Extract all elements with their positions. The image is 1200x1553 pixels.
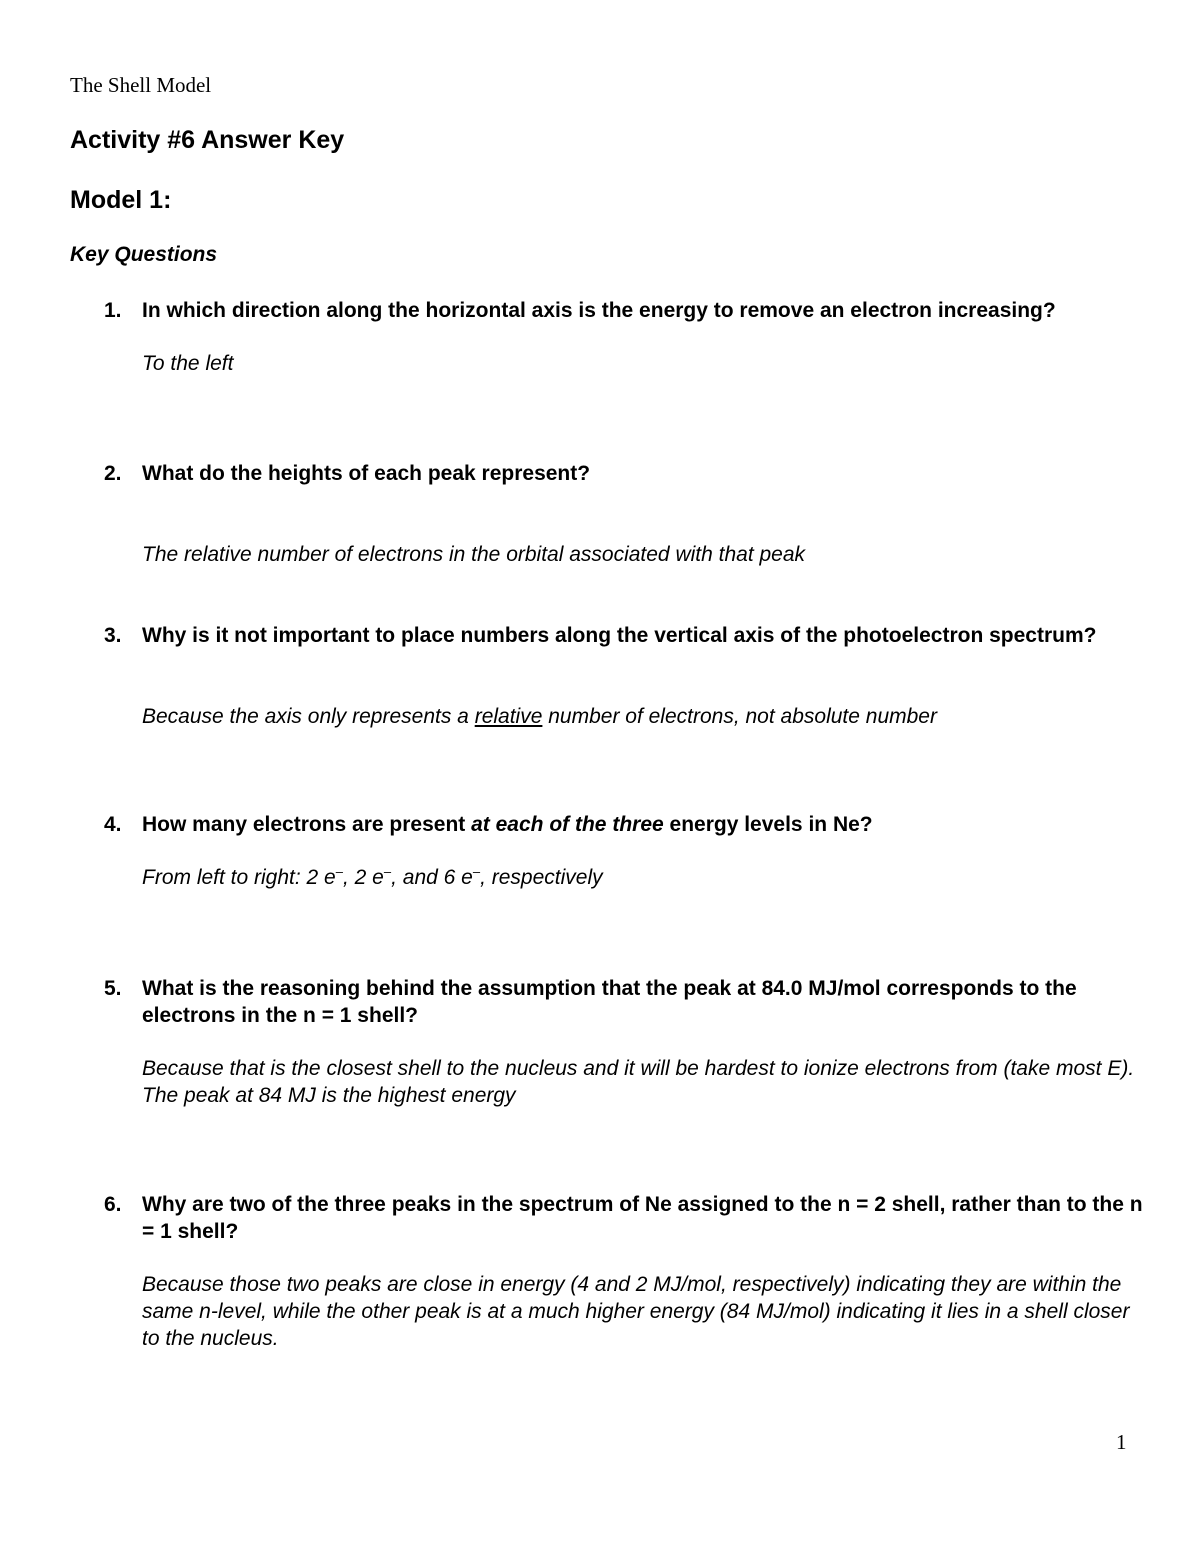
page-number: 1 [1116,1430,1127,1454]
section-heading: Key Questions [70,243,218,266]
question-text: What do the heights of each peak represent? [142,462,591,485]
running-header: The Shell Model [70,73,212,97]
answer-text: The relative number of electrons in the orbital associated with that peak [142,543,806,566]
question-number: 3. [104,624,122,647]
question-number: 5. [104,977,122,1000]
question-5 [104,975,1144,1109]
question-number: 6. [104,1193,122,1216]
underlined-word: relative [474,705,543,728]
question-number: 4. [104,813,122,836]
answer-text: Because those two peaks are close in energy (4 and 2 MJ/mol, respectively) indicating they are within the same n-level, while the other peak is at a much higher energy (84 MJ/mol) indicating it lies in a shell closer to the nucleus. [142,1273,1130,1350]
document-title: Activity #6 Answer Key [70,126,345,154]
question-6 [104,1191,1144,1352]
answer-text: To the left [142,352,234,375]
answer-text: Because that is the closest shell to the nucleus and it will be hardest to ionize electrons from (take most E). The peak at 84 MJ is the highest energy [142,1057,1135,1107]
answer-text: Because the axis only represents a relative number of electrons, not absolute number [142,705,937,728]
question-number: 1. [104,299,122,322]
question-text: How many electrons are present at each of the three energy levels in Ne? [142,813,873,836]
question-3 [104,622,1144,730]
question-number: 2. [104,462,122,485]
question-1 [104,297,1144,377]
emphasized-phrase: at each of the three [471,813,664,836]
question-text: What is the reasoning behind the assumption that the peak at 84.0 MJ/mol corresponds to the electrons in the n = 1 shell? [142,977,1077,1027]
question-2 [104,460,1144,568]
question-4 [104,811,1144,891]
question-text: Why is it not important to place numbers along the vertical axis of the photoelectron spectrum? [142,624,1097,647]
model-heading: Model 1: [70,186,172,214]
question-text: In which direction along the horizontal axis is the energy to remove an electron increasing? [142,299,1056,322]
question-text: Why are two of the three peaks in the spectrum of Ne assigned to the n = 2 shell, rather than to the n = 1 shell? [142,1193,1143,1243]
answer-text: From left to right: 2 e–, 2 e–, and 6 e–, respectively [142,864,603,889]
